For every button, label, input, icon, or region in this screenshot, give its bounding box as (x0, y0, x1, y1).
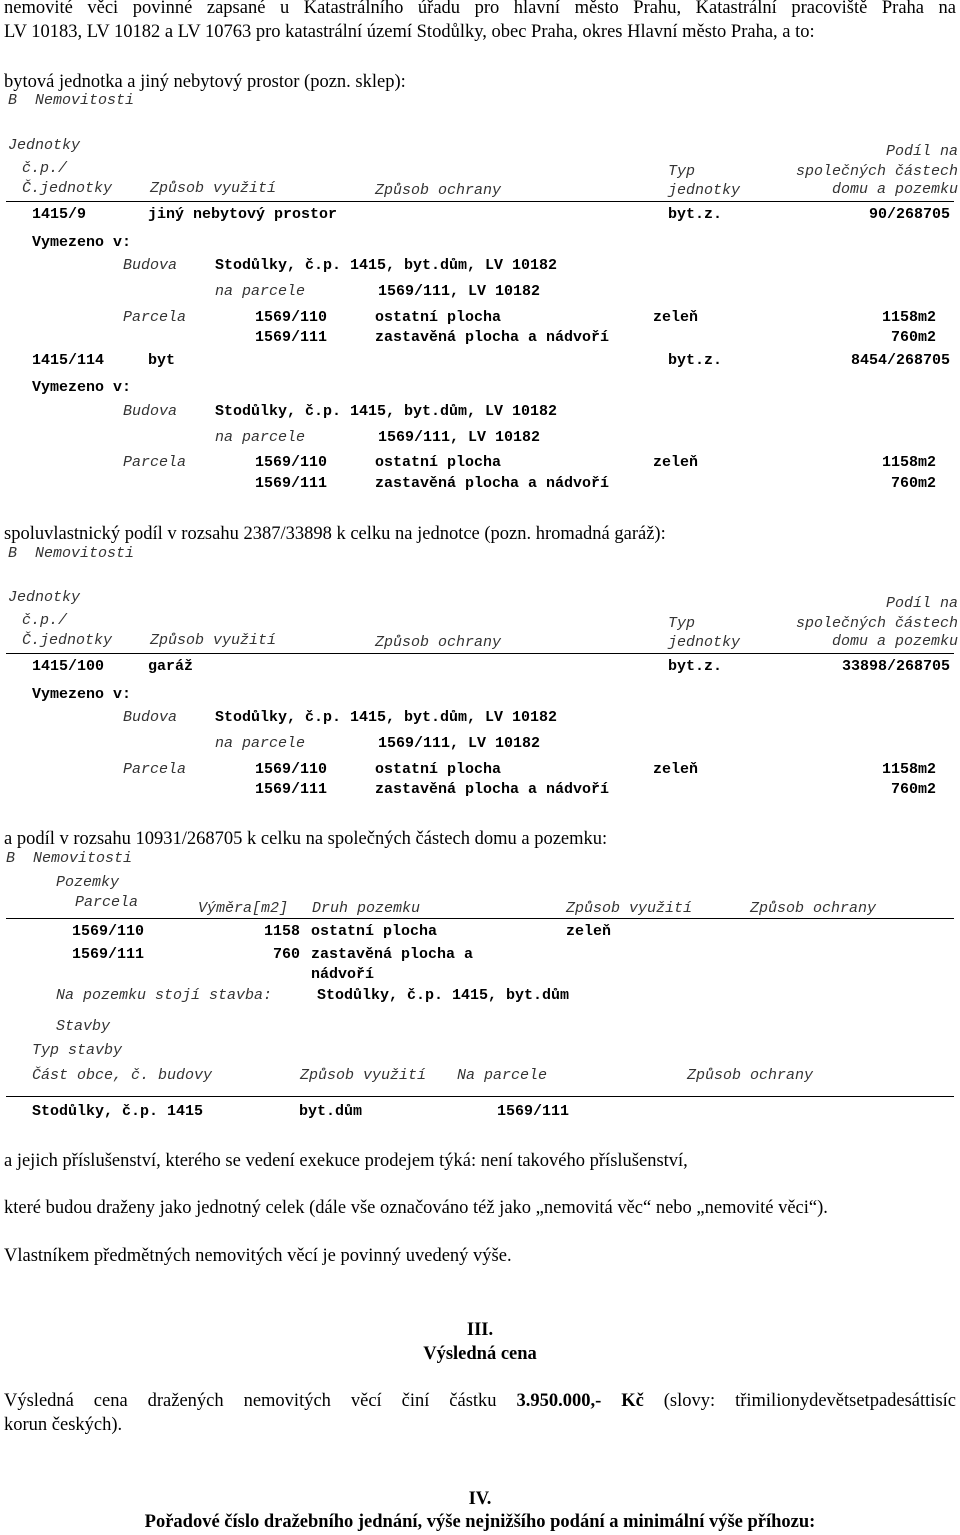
parcel-area: 1158m2 (881, 454, 936, 471)
col-zpusob-ochrany: Způsob ochrany (750, 900, 877, 917)
parcel-area: 1158m2 (881, 309, 936, 326)
section-iii-text-cont: korun českých). (4, 1415, 123, 1435)
parcel-area: 760m2 (890, 329, 936, 346)
col-zpusob-ochrany: Způsob ochrany (375, 634, 502, 651)
unit-use: garáž (148, 658, 194, 675)
col-cast-obce: Část obce, č. budovy (32, 1067, 213, 1084)
pozemky-heading: Pozemky (56, 874, 120, 891)
unit-share: 90/268705 (868, 206, 950, 223)
header-rule (6, 201, 954, 202)
building-parcel: 1569/111 (497, 1103, 570, 1120)
paragraph-vlastnik: Vlastníkem předmětných nemovitých věcí je povinný uvedený výše. (4, 1246, 512, 1266)
b-nemovitosti-heading: B Nemovitosti (8, 545, 135, 562)
budova-value: Stodůlky, č.p. 1415, byt.dům, LV 10182 (215, 257, 558, 274)
parcel-type: ostatní plocha (375, 761, 502, 778)
parcel-number: 1569/110 (72, 923, 145, 940)
na-parcele-label: na parcele (215, 283, 306, 300)
col-vymera: Výměra[m2] (198, 900, 289, 917)
col-podil-na: Podíl na (885, 143, 958, 160)
paragraph-prislusenstvi: a jejich příslušenství, kterého se vedení exekuce prodejem týká: není takového příslušenství, (4, 1151, 688, 1171)
parcel-use: zeleň (653, 454, 699, 471)
parcel-area: 1158 (263, 923, 300, 940)
header-rule (6, 653, 954, 654)
parcel-area: 1158m2 (881, 761, 936, 778)
parcel-number: 1569/111 (72, 946, 145, 963)
b-nemovitosti-heading: B Nemovitosti (6, 850, 133, 867)
parcel-type: zastavěná plocha a nádvoří (375, 329, 610, 346)
col-jednotky: Jednotky (8, 137, 81, 154)
unit-use: byt (148, 352, 176, 369)
section-iv-number: IV. (468, 1489, 492, 1509)
parcel-number: 1569/111 (255, 329, 328, 346)
building-use: byt.dům (299, 1103, 363, 1120)
intro-line-1: nemovité věci povinné zapsané u Katastrálního úřadu pro hlavní město Prahu, Katastrální pracoviště Praha na (4, 0, 956, 18)
col-typ-jednotky: jednotky (668, 182, 741, 199)
stavby-heading: Stavby (56, 1018, 111, 1035)
parcel-number: 1569/110 (255, 309, 328, 326)
parcel-type: ostatní plocha (375, 454, 502, 471)
vymezeno-label: Vymezeno v: (32, 686, 132, 703)
na-parcele-label: na parcele (215, 429, 306, 446)
unit-id: 1415/114 (32, 352, 105, 369)
parcel-type-cont: nádvoří (311, 966, 375, 983)
stoji-stavba-value: Stodůlky, č.p. 1415, byt.dům (317, 987, 570, 1004)
section-iii-title: Výsledná cena (423, 1344, 537, 1364)
col-zpusob-vyuziti: Způsob využití (300, 1067, 427, 1084)
col-typ: Typ (668, 163, 696, 180)
parcel-area: 760m2 (890, 475, 936, 492)
parcel-number: 1569/111 (255, 475, 328, 492)
unit-id: 1415/100 (32, 658, 105, 675)
col-typ-stavby: Typ stavby (32, 1042, 123, 1059)
section3-title: a podíl v rozsahu 10931/268705 k celku na společných částech domu a pozemku: (4, 829, 608, 849)
col-cp: č.p./ (22, 160, 68, 177)
header-rule (6, 1096, 954, 1097)
parcel-type: zastavěná plocha a nádvoří (375, 781, 610, 798)
col-typ: Typ (668, 615, 696, 632)
na-parcele-value: 1569/111, LV 10182 (378, 429, 541, 446)
budova-value: Stodůlky, č.p. 1415, byt.dům, LV 10182 (215, 709, 558, 726)
col-parcela: Parcela (75, 894, 139, 911)
unit-share: 8454/268705 (850, 352, 950, 369)
col-zpusob-vyuziti: Způsob využití (150, 632, 277, 649)
col-na-parcele: Na parcele (457, 1067, 548, 1084)
col-zpusob-vyuziti: Způsob využití (150, 180, 277, 197)
parcel-number: 1569/110 (255, 454, 328, 471)
parcela-label: Parcela (123, 309, 187, 326)
intro-line-2: LV 10183, LV 10182 a LV 10763 pro katastrální území Stodůlky, obec Praha, okres Hlavní město Praha, a to: (4, 22, 815, 42)
price-text-start: Výsledná cena dražených nemovitých věcí činí částku (4, 1391, 517, 1411)
parcel-type: zastavěná plocha a nádvoří (375, 475, 610, 492)
col-cjednotky: Č.jednotky (22, 180, 113, 197)
col-zpusob-ochrany: Způsob ochrany (375, 182, 502, 199)
col-cp: č.p./ (22, 612, 68, 629)
parcela-label: Parcela (123, 454, 187, 471)
parcel-number: 1569/111 (255, 781, 328, 798)
parcel-use: zeleň (653, 309, 699, 326)
parcel-use: zeleň (653, 761, 699, 778)
parcel-use: zeleň (566, 923, 612, 940)
budova-label: Budova (123, 709, 178, 726)
col-jednotky: Jednotky (8, 589, 81, 606)
na-parcele-value: 1569/111, LV 10182 (378, 735, 541, 752)
col-typ-jednotky: jednotky (668, 634, 741, 651)
parcel-number: 1569/110 (255, 761, 328, 778)
parcel-type: zastavěná plocha a (311, 946, 474, 963)
parcel-type: ostatní plocha (375, 309, 502, 326)
unit-type: byt.z. (668, 352, 723, 369)
na-parcele-value: 1569/111, LV 10182 (378, 283, 541, 300)
col-zpusob-ochrany: Způsob ochrany (687, 1067, 814, 1084)
section1-title: bytová jednotka a jiný nebytový prostor (pozn. sklep): (4, 72, 406, 92)
parcel-area: 760 (272, 946, 300, 963)
col-podil-na: Podíl na (885, 595, 958, 612)
budova-label: Budova (123, 403, 178, 420)
price-text-words: (slovy: třimilionydevětsetpadesáttisíc (643, 1391, 956, 1411)
section-iv-title: Pořadové číslo dražebního jednání, výše nejnižšího podání a minimální výše příhozu: (144, 1512, 816, 1532)
col-zpusob-vyuziti: Způsob využití (566, 900, 693, 917)
header-rule (6, 918, 954, 919)
col-spolecnych-castech: společných částech (795, 615, 958, 632)
unit-id: 1415/9 (32, 206, 87, 223)
col-druh-pozemku: Druh pozemku (312, 900, 421, 917)
section2-title: spoluvlastnický podíl v rozsahu 2387/33898 k celku na jednotce (pozn. hromadná garáž): (4, 524, 666, 544)
vymezeno-label: Vymezeno v: (32, 234, 132, 251)
na-parcele-label: na parcele (215, 735, 306, 752)
unit-type: byt.z. (668, 658, 723, 675)
budova-value: Stodůlky, č.p. 1415, byt.dům, LV 10182 (215, 403, 558, 420)
col-domu-a-pozemku: domu a pozemku (831, 633, 958, 650)
col-spolecnych-castech: společných částech (795, 163, 958, 180)
section-iii-number: III. (466, 1320, 494, 1340)
unit-use: jiný nebytový prostor (148, 206, 338, 223)
parcela-label: Parcela (123, 761, 187, 778)
budova-label: Budova (123, 257, 178, 274)
col-cjednotky: Č.jednotky (22, 632, 113, 649)
unit-type: byt.z. (668, 206, 723, 223)
price-amount: 3.950.000,- Kč (516, 1391, 644, 1411)
col-domu-a-pozemku: domu a pozemku (831, 181, 958, 198)
b-nemovitosti-heading: B Nemovitosti (8, 92, 135, 109)
parcel-type: ostatní plocha (311, 923, 438, 940)
stoji-stavba-label: Na pozemku stojí stavba: (56, 987, 273, 1004)
vymezeno-label: Vymezeno v: (32, 379, 132, 396)
unit-share: 33898/268705 (841, 658, 950, 675)
paragraph-jednotny-celek: které budou draženy jako jednotný celek (dále vše označováno též jako „nemovitá věc“ nebo „nemovité věci“). (4, 1198, 828, 1218)
parcel-area: 760m2 (890, 781, 936, 798)
building-location: Stodůlky, č.p. 1415 (32, 1103, 204, 1120)
section-iii-text (4, 1389, 956, 1413)
